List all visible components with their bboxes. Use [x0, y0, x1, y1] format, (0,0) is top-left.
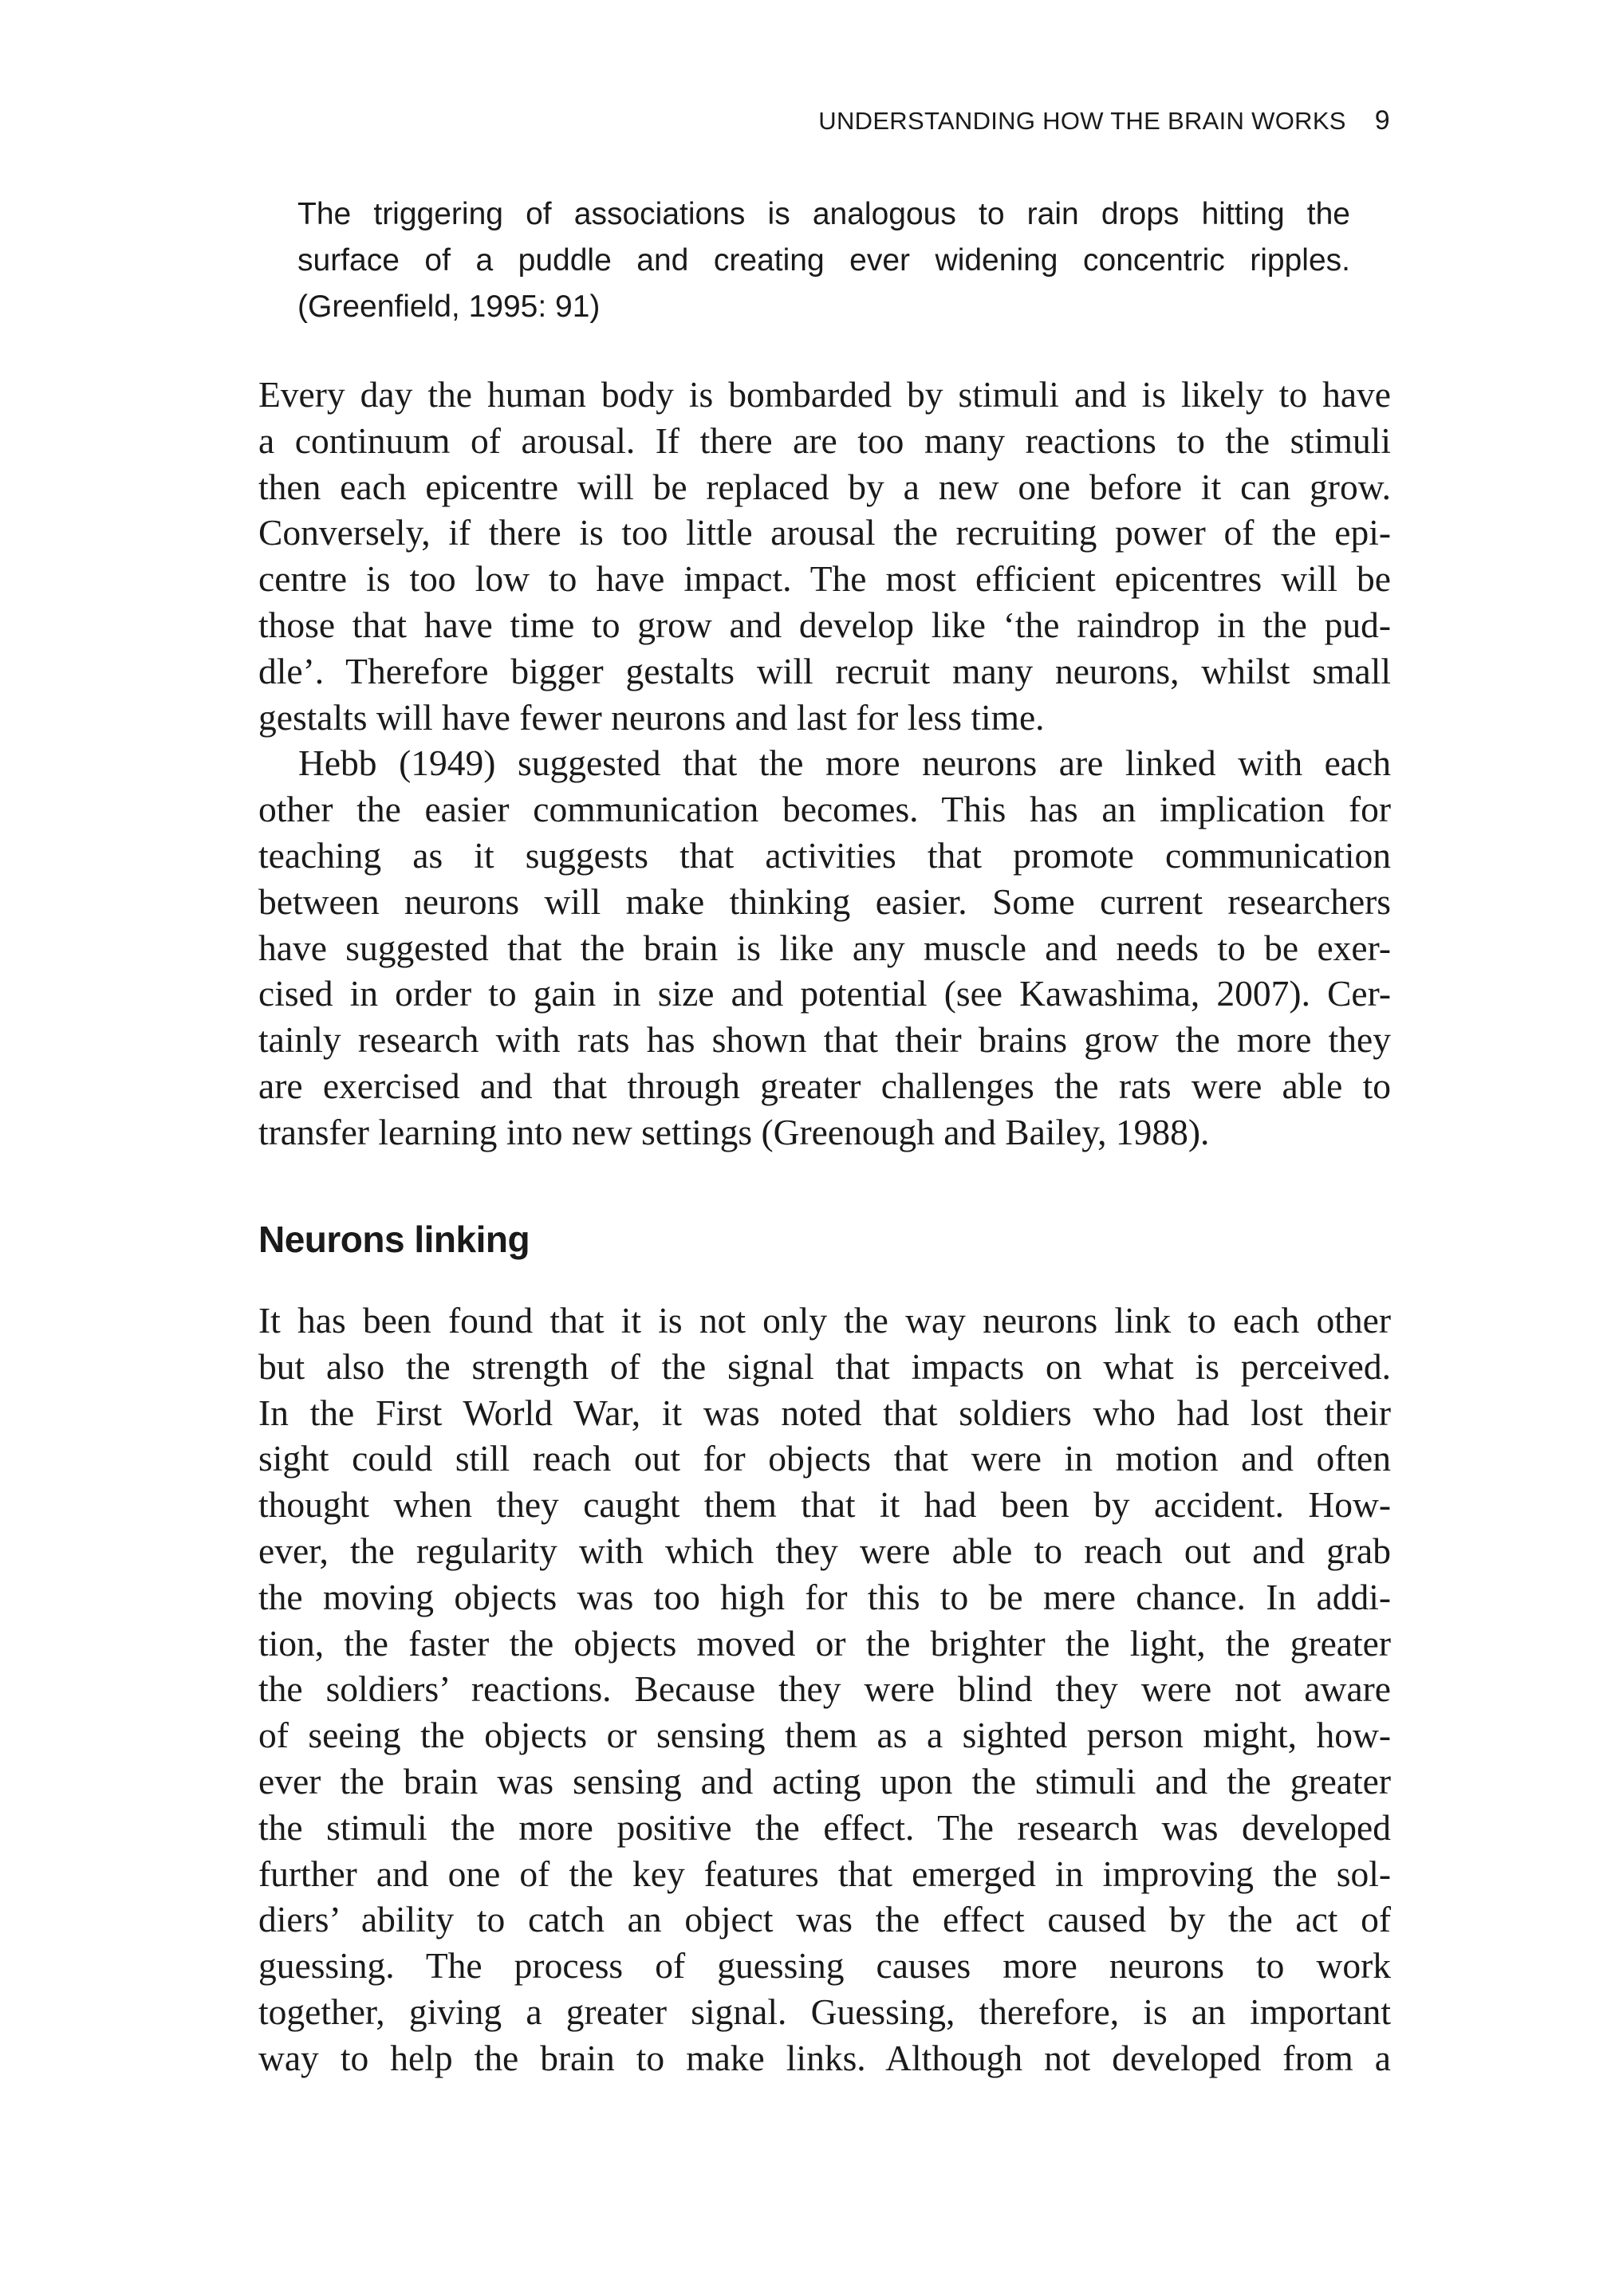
text-line: then each epicentre will be replaced by a new one before it can grow. [258, 466, 1391, 507]
text-line: Conversely, if there is too little arousal the recruiting power of the epi- [258, 512, 1391, 553]
text-line: Hebb (1949) suggested that the more neurons are linked with each [298, 742, 1391, 784]
text-line: thought when they caught them that it had been by accident. How- [258, 1484, 1391, 1526]
text-line: centre is too low to have impact. The most efficient epicentres will be [258, 558, 1391, 600]
text-line: gestalts will have fewer neurons and last for less time. [258, 696, 1045, 738]
quote-citation: (Greenfield, 1995: 91) [297, 289, 601, 324]
text-line: ever the brain was sensing and acting upon the stimuli and the greater [258, 1760, 1391, 1802]
text-line: diers’ ability to catch an object was the effect caused by the act of [258, 1899, 1391, 1940]
text-line: tainly research with rats has shown that their brains grow the more they [258, 1019, 1391, 1061]
text-line: are exercised and that through greater challenges the rats were able to [258, 1065, 1391, 1106]
page-number: 9 [1374, 105, 1390, 136]
text-line: of seeing the objects or sensing them as a sighted person might, how- [258, 1715, 1391, 1756]
text-line: the stimuli the more positive the effect. The research was developed [258, 1806, 1391, 1848]
text-line: Every day the human body is bombarded by stimuli and is likely to have [258, 374, 1391, 415]
text-line: together, giving a greater signal. Guessing, therefore, is an important [258, 1991, 1391, 2032]
text-line: other the easier communication becomes. This has an implication for [258, 789, 1391, 830]
text-line: It has been found that it is not only the way neurons link to each other [258, 1300, 1391, 1341]
text-line: transfer learning into new settings (Greenough and Bailey, 1988). [258, 1111, 1210, 1152]
text-line: guessing. The process of guessing causes more neurons to work [258, 1945, 1391, 1987]
text-line: between neurons will make thinking easier. Some current researchers [258, 880, 1391, 922]
section-heading: Neurons linking [258, 1219, 530, 1260]
text-line: those that have time to grow and develop like ‘the raindrop in the pud- [258, 604, 1391, 645]
text-line: but also the strength of the signal that impacts on what is perceived. [258, 1345, 1391, 1387]
text-line: way to help the brain to make links. Although not developed from a [258, 2037, 1391, 2078]
text-line: In the First World War, it was noted that soldiers who had lost their [258, 1392, 1391, 1433]
quote-line: surface of a puddle and creating ever widening concentric ripples. [297, 243, 1350, 278]
paragraph-arousal [258, 372, 1391, 1156]
text-line: a continuum of arousal. If there are too many reactions to the stimuli [258, 419, 1391, 461]
running-head [818, 105, 1390, 136]
text-line: ever, the regularity with which they were able to reach out and grab [258, 1530, 1391, 1571]
text-line: tion, the faster the objects moved or the brighter the light, the greater [258, 1622, 1391, 1664]
text-line: cised in order to gain in size and potential (see Kawashima, 2007). Cer- [258, 973, 1391, 1014]
quote-line: The triggering of associations is analogous to rain drops hitting the [297, 197, 1350, 231]
text-line: have suggested that the brain is like any muscle and needs to be exer- [258, 927, 1391, 968]
text-line: the soldiers’ reactions. Because they were blind they were not aware [258, 1668, 1391, 1710]
text-line: teaching as it suggests that activities that promote communication [258, 834, 1391, 876]
epigraph-quote [297, 191, 1350, 330]
text-line: sight could still reach out for objects that were in motion and often [258, 1438, 1391, 1479]
text-line: dle’. Therefore bigger gestalts will recruit many neurons, whilst small [258, 650, 1391, 691]
running-title: UNDERSTANDING HOW THE BRAIN WORKS [818, 107, 1346, 135]
paragraph-neurons-linking [258, 1298, 1391, 2081]
text-line: further and one of the key features that emerged in improving the sol- [258, 1853, 1391, 1894]
text-line: the moving objects was too high for this to be mere chance. In addi- [258, 1576, 1391, 1617]
